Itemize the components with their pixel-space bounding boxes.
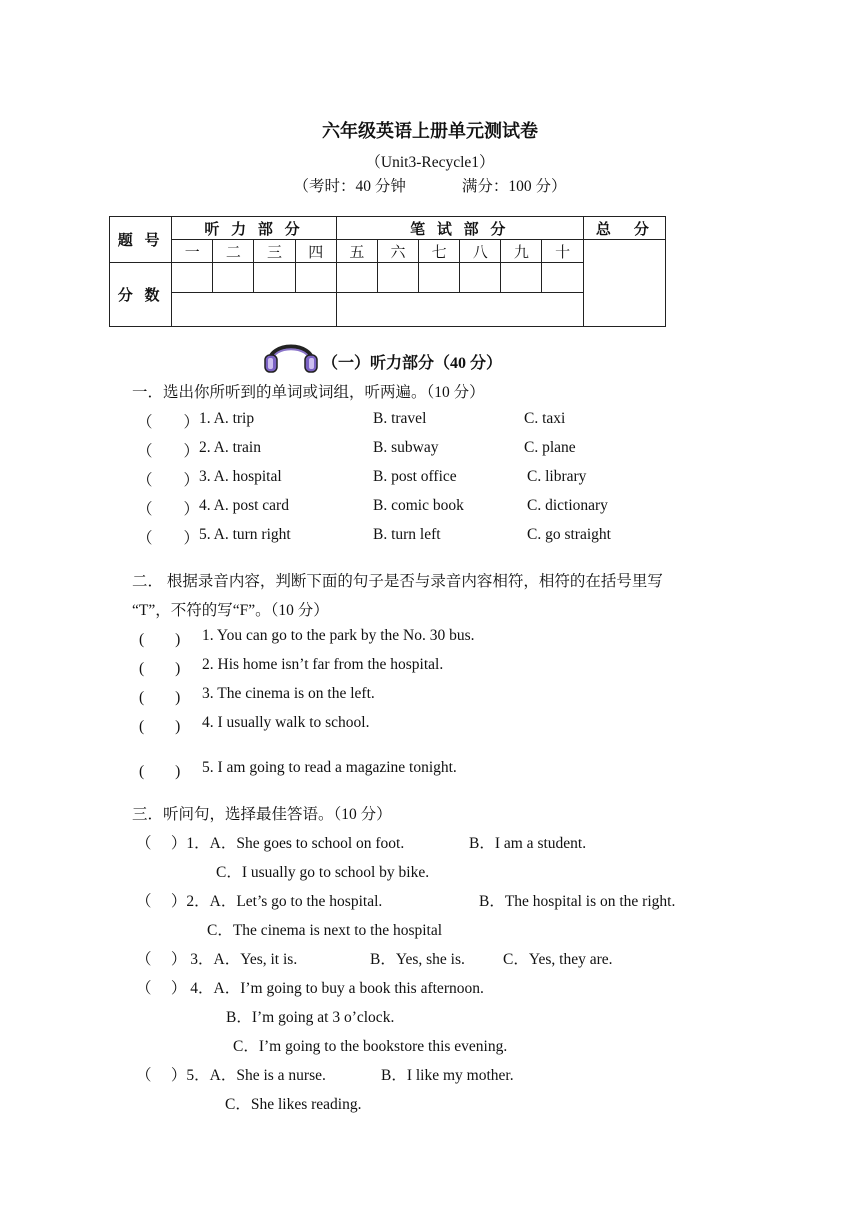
question-number-cell: 二 (213, 240, 254, 263)
exam-time: （考时：40 分钟 (293, 178, 406, 195)
listening-part-header: 听 力 部 分 (172, 217, 337, 240)
q1-option-c: C. dictionary (527, 497, 608, 514)
total-header: 总 分 (583, 217, 665, 240)
q1-answer-paren[interactable]: （ ） (137, 530, 200, 547)
q3-item1-option-c: C．I usually go to school by bike. (216, 864, 430, 881)
question-number-cell: 六 (377, 240, 418, 263)
q1-answer-paren[interactable]: （ ） (137, 414, 200, 431)
q1-option-c: C. plane (524, 439, 576, 456)
q2-statement: 3. The cinema is on the left. (202, 685, 375, 702)
q1-option-b: B. travel (373, 410, 427, 427)
q2-heading-line2: “T”，不符的写“F”。（10 分） (132, 602, 329, 619)
q1-option-b: B. post office (373, 468, 457, 485)
score-cell[interactable] (419, 263, 460, 292)
question-number-cell: 四 (295, 240, 336, 263)
score-cell[interactable] (213, 263, 254, 292)
score-cell[interactable] (460, 263, 501, 292)
q3-item1-option-b: B．I am a student. (469, 835, 587, 852)
question-number-cell: 八 (460, 240, 501, 263)
q3-item4-option-b: B．I’m going at 3 o’clock. (226, 1009, 395, 1026)
score-cell[interactable] (377, 263, 418, 292)
row-label-question-number: 题 号 (110, 217, 172, 263)
q2-statement: 2. His home isn’t far from the hospital. (202, 656, 444, 673)
q3-heading: 三．听问句，选择最佳答语。（10 分） (132, 806, 392, 823)
q3-item5-line-a: （ ）5．A．She is a nurse. (136, 1067, 326, 1084)
q2-statement: 5. I am going to read a magazine tonight. (202, 759, 457, 776)
q1-option-b: B. subway (373, 439, 439, 456)
exam-full-score: 满分：100 分） (461, 178, 567, 195)
headphones-icon (263, 333, 319, 373)
q2-answer-paren[interactable]: ( ) (139, 660, 181, 677)
q2-statement: 1. You can go to the park by the No. 30 bus. (202, 627, 475, 644)
q3-item3-line-a: （ ） 3．A．Yes, it is. (136, 951, 298, 968)
q3-item4-option-c: C．I’m going to the bookstore this evening. (233, 1038, 508, 1055)
q1-answer-paren[interactable]: （ ） (137, 472, 200, 489)
question-number-cell: 十 (542, 240, 583, 263)
total-score-cell[interactable] (583, 240, 665, 327)
q3-item1-line-a: （ ）1．A．She goes to school on foot. (136, 835, 405, 852)
q2-answer-paren[interactable]: ( ) (139, 718, 181, 735)
q1-option-c: C. library (527, 468, 587, 485)
listening-section-heading: （一）听力部分（40 分） (322, 355, 503, 372)
q1-option-b: B. turn left (373, 526, 441, 543)
q1-option-a: 2. A. train (199, 439, 261, 456)
q1-option-c: C. taxi (524, 410, 566, 427)
score-cell[interactable] (254, 263, 295, 292)
score-cell[interactable] (295, 263, 336, 292)
score-cell[interactable] (172, 263, 213, 292)
exam-info (0, 174, 860, 196)
q1-answer-paren[interactable]: （ ） (137, 501, 200, 518)
q2-heading-line1: 二． 根据录音内容，判断下面的句子是否与录音内容相符，相符的在括号里写 (132, 573, 663, 590)
q1-option-a: 3. A. hospital (199, 468, 282, 485)
score-cell[interactable] (501, 263, 542, 292)
q1-heading: 一．选出你所听到的单词或词组，听两遍。（10 分） (132, 384, 485, 401)
question-number-cell: 三 (254, 240, 295, 263)
listening-subtotal-cell[interactable] (172, 292, 337, 326)
q3-item2-option-c: C．The cinema is next to the hospital (207, 922, 443, 939)
q3-item2-option-b: B．The hospital is on the right. (479, 893, 676, 910)
question-number-cell: 一 (172, 240, 213, 263)
score-table (109, 216, 666, 327)
score-cell[interactable] (542, 263, 583, 292)
writing-part-header: 笔 试 部 分 (336, 217, 583, 240)
q3-item5-option-c: C．She likes reading. (225, 1096, 362, 1113)
writing-subtotal-cell[interactable] (336, 292, 583, 326)
q2-answer-paren[interactable]: ( ) (139, 689, 181, 706)
question-number-cell: 九 (501, 240, 542, 263)
q1-option-b: B. comic book (373, 497, 464, 514)
exam-title: 六年级英语上册单元测试卷 (322, 121, 538, 141)
score-cell[interactable] (336, 263, 377, 292)
q3-item5-option-b: B．I like my mother. (381, 1067, 514, 1084)
q1-answer-paren[interactable]: （ ） (137, 443, 200, 460)
question-number-cell: 七 (419, 240, 460, 263)
question-number-cell: 五 (336, 240, 377, 263)
row-label-score: 分 数 (110, 263, 172, 327)
q2-statement: 4. I usually walk to school. (202, 714, 370, 731)
q1-option-a: 5. A. turn right (199, 526, 291, 543)
q1-option-a: 4. A. post card (199, 497, 289, 514)
q2-answer-paren[interactable]: ( ) (139, 631, 181, 648)
q3-item3-option-c: C．Yes, they are. (503, 951, 613, 968)
q3-item2-line-a: （ ）2．A．Let’s go to the hospital. (136, 893, 383, 910)
q3-item3-option-b: B．Yes, she is. (370, 951, 465, 968)
q1-option-c: C. go straight (527, 526, 611, 543)
q2-answer-paren[interactable]: ( ) (139, 763, 181, 780)
exam-subtitle: （Unit3-Recycle1） (365, 154, 495, 171)
q1-option-a: 1. A. trip (199, 410, 255, 427)
q3-item4-line-a: （ ） 4．A．I’m going to buy a book this afternoon. (136, 980, 484, 997)
